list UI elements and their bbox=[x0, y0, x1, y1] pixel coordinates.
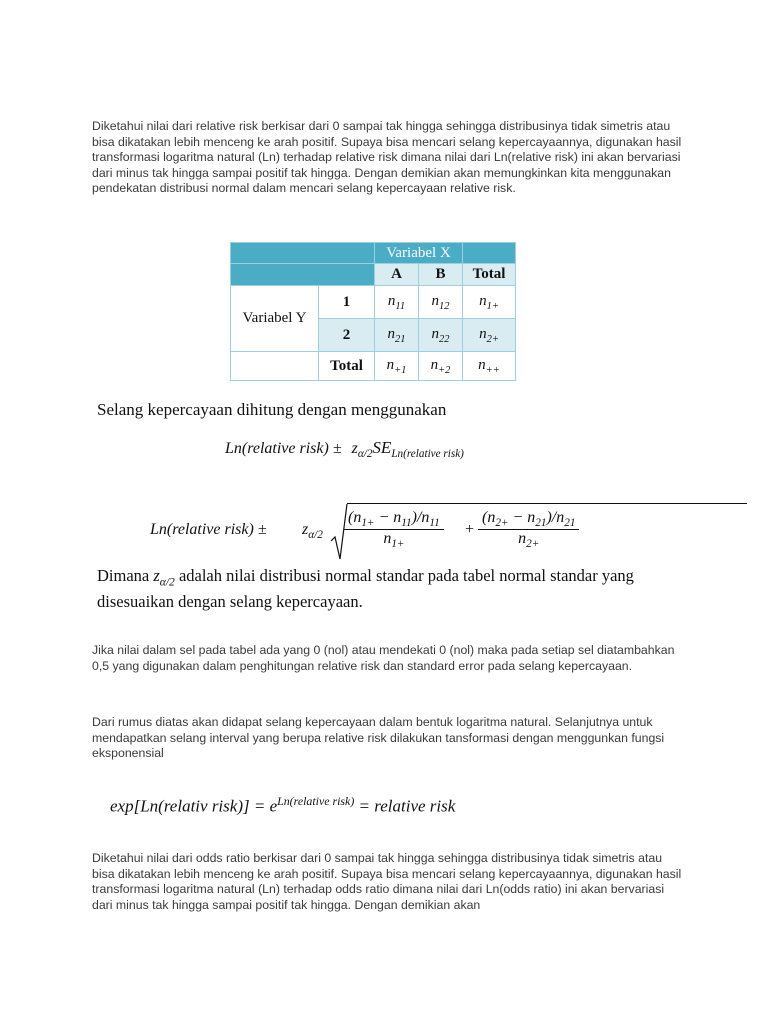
formula-ci-se: Ln(relative risk) ± $z_{\alpha/2}SE_{Ln(relative risk)}$ bbox=[225, 438, 464, 461]
contingency-table bbox=[230, 242, 516, 381]
cell-n21: $n_{21}$ bbox=[375, 319, 419, 352]
cell-nplus1: $n_{+1}$ bbox=[375, 352, 419, 381]
header-variabel-x: Variabel X bbox=[375, 243, 463, 264]
header-col-a: A bbox=[375, 264, 419, 286]
cell-n2plus: $n_{2+}$ bbox=[463, 319, 516, 352]
label-variabel-y: Variabel Y bbox=[231, 286, 319, 352]
header-corner-2 bbox=[231, 264, 375, 286]
cell-nplusplus: $n_{++}$ bbox=[463, 352, 516, 381]
dimana-line-1: Dimana $z_{\alpha/2}$ adalah nilai distribusi normal standar pada tabel normal standar yang bbox=[97, 566, 634, 589]
paragraph-relative-risk-intro: Diketahui nilai dari relative risk berkisar dari 0 sampai tak hingga sehingga distribusinya tidak simetris atau bisa dikatakan lebih menceng ke arah positif. Supaya bisa mencari selang kepercayaannya, digunakan hasil transformasi logaritma natural (Ln) terhadap relative risk dimana nilai dari Ln(relative risk) ini akan bervariasi dari minus tak hingga sampai positif tak hingga. Dengan demikian akan memungkinkan kita menggunakan pendekatan distribusi normal dalam mencari selang kepercayaan relative risk. bbox=[92, 119, 682, 196]
cell-n1plus: $n_{1+}$ bbox=[463, 286, 516, 319]
formula-exponential: exp[Ln(relativ risk)] = $e^{Ln(relative risk)}$ = relative risk bbox=[110, 794, 456, 816]
table-corner bbox=[231, 243, 375, 264]
paragraph-odds-ratio-intro: Diketahui nilai dari odds ratio berkisar dari 0 sampai tak hingga sehingga distribusinya tidak simetris atau bisa dikatakan lebih menceng ke arah positif. Supaya bisa mencari selang kepercayaannya, digunakan hasil transformasi logaritma natural (Ln) terhadap odds ratio dimana nilai dari Ln(odds ratio) ini akan bervariasi dari minus tak hingga sampai positif tak hingga. Dengan demikian akan bbox=[92, 851, 682, 912]
paragraph-exponential: Dari rumus diatas akan didapat selang kepercayaan dalam bentuk logaritma natural. Selanjutnya untuk mendapatkan selang interval yang berupa relative risk dilakukan tansformasi dengan menggunkan fungsi eksponensial bbox=[92, 715, 665, 761]
cell-n22: $n_{22}$ bbox=[419, 319, 463, 352]
header-col-total: Total bbox=[463, 264, 516, 286]
cell-n12: $n_{12}$ bbox=[419, 286, 463, 319]
header-col-b: B bbox=[419, 264, 463, 286]
row-label-total: Total bbox=[319, 352, 375, 381]
cell-nplus2: $n_{+2}$ bbox=[419, 352, 463, 381]
row-label-1: 1 bbox=[319, 286, 375, 319]
row-label-2: 2 bbox=[319, 319, 375, 352]
header-blank bbox=[463, 243, 516, 264]
dimana-line-2: disesuaikan dengan selang kepercayaan. bbox=[97, 592, 363, 611]
selang-heading: Selang kepercayaan dihitung dengan menggunakan bbox=[97, 400, 447, 419]
paragraph-nol-adjustment: Jika nilai dalam sel pada tabel ada yang 0 (nol) atau mendekati 0 (nol) maka pada setiap sel diatambahkan 0,5 yang digunakan dalam penghitungan relative risk dan standard error pada selang kepercayaan. bbox=[92, 643, 675, 673]
cell-n11: $n_{11}$ bbox=[375, 286, 419, 319]
blank-bottom-left bbox=[231, 352, 319, 381]
